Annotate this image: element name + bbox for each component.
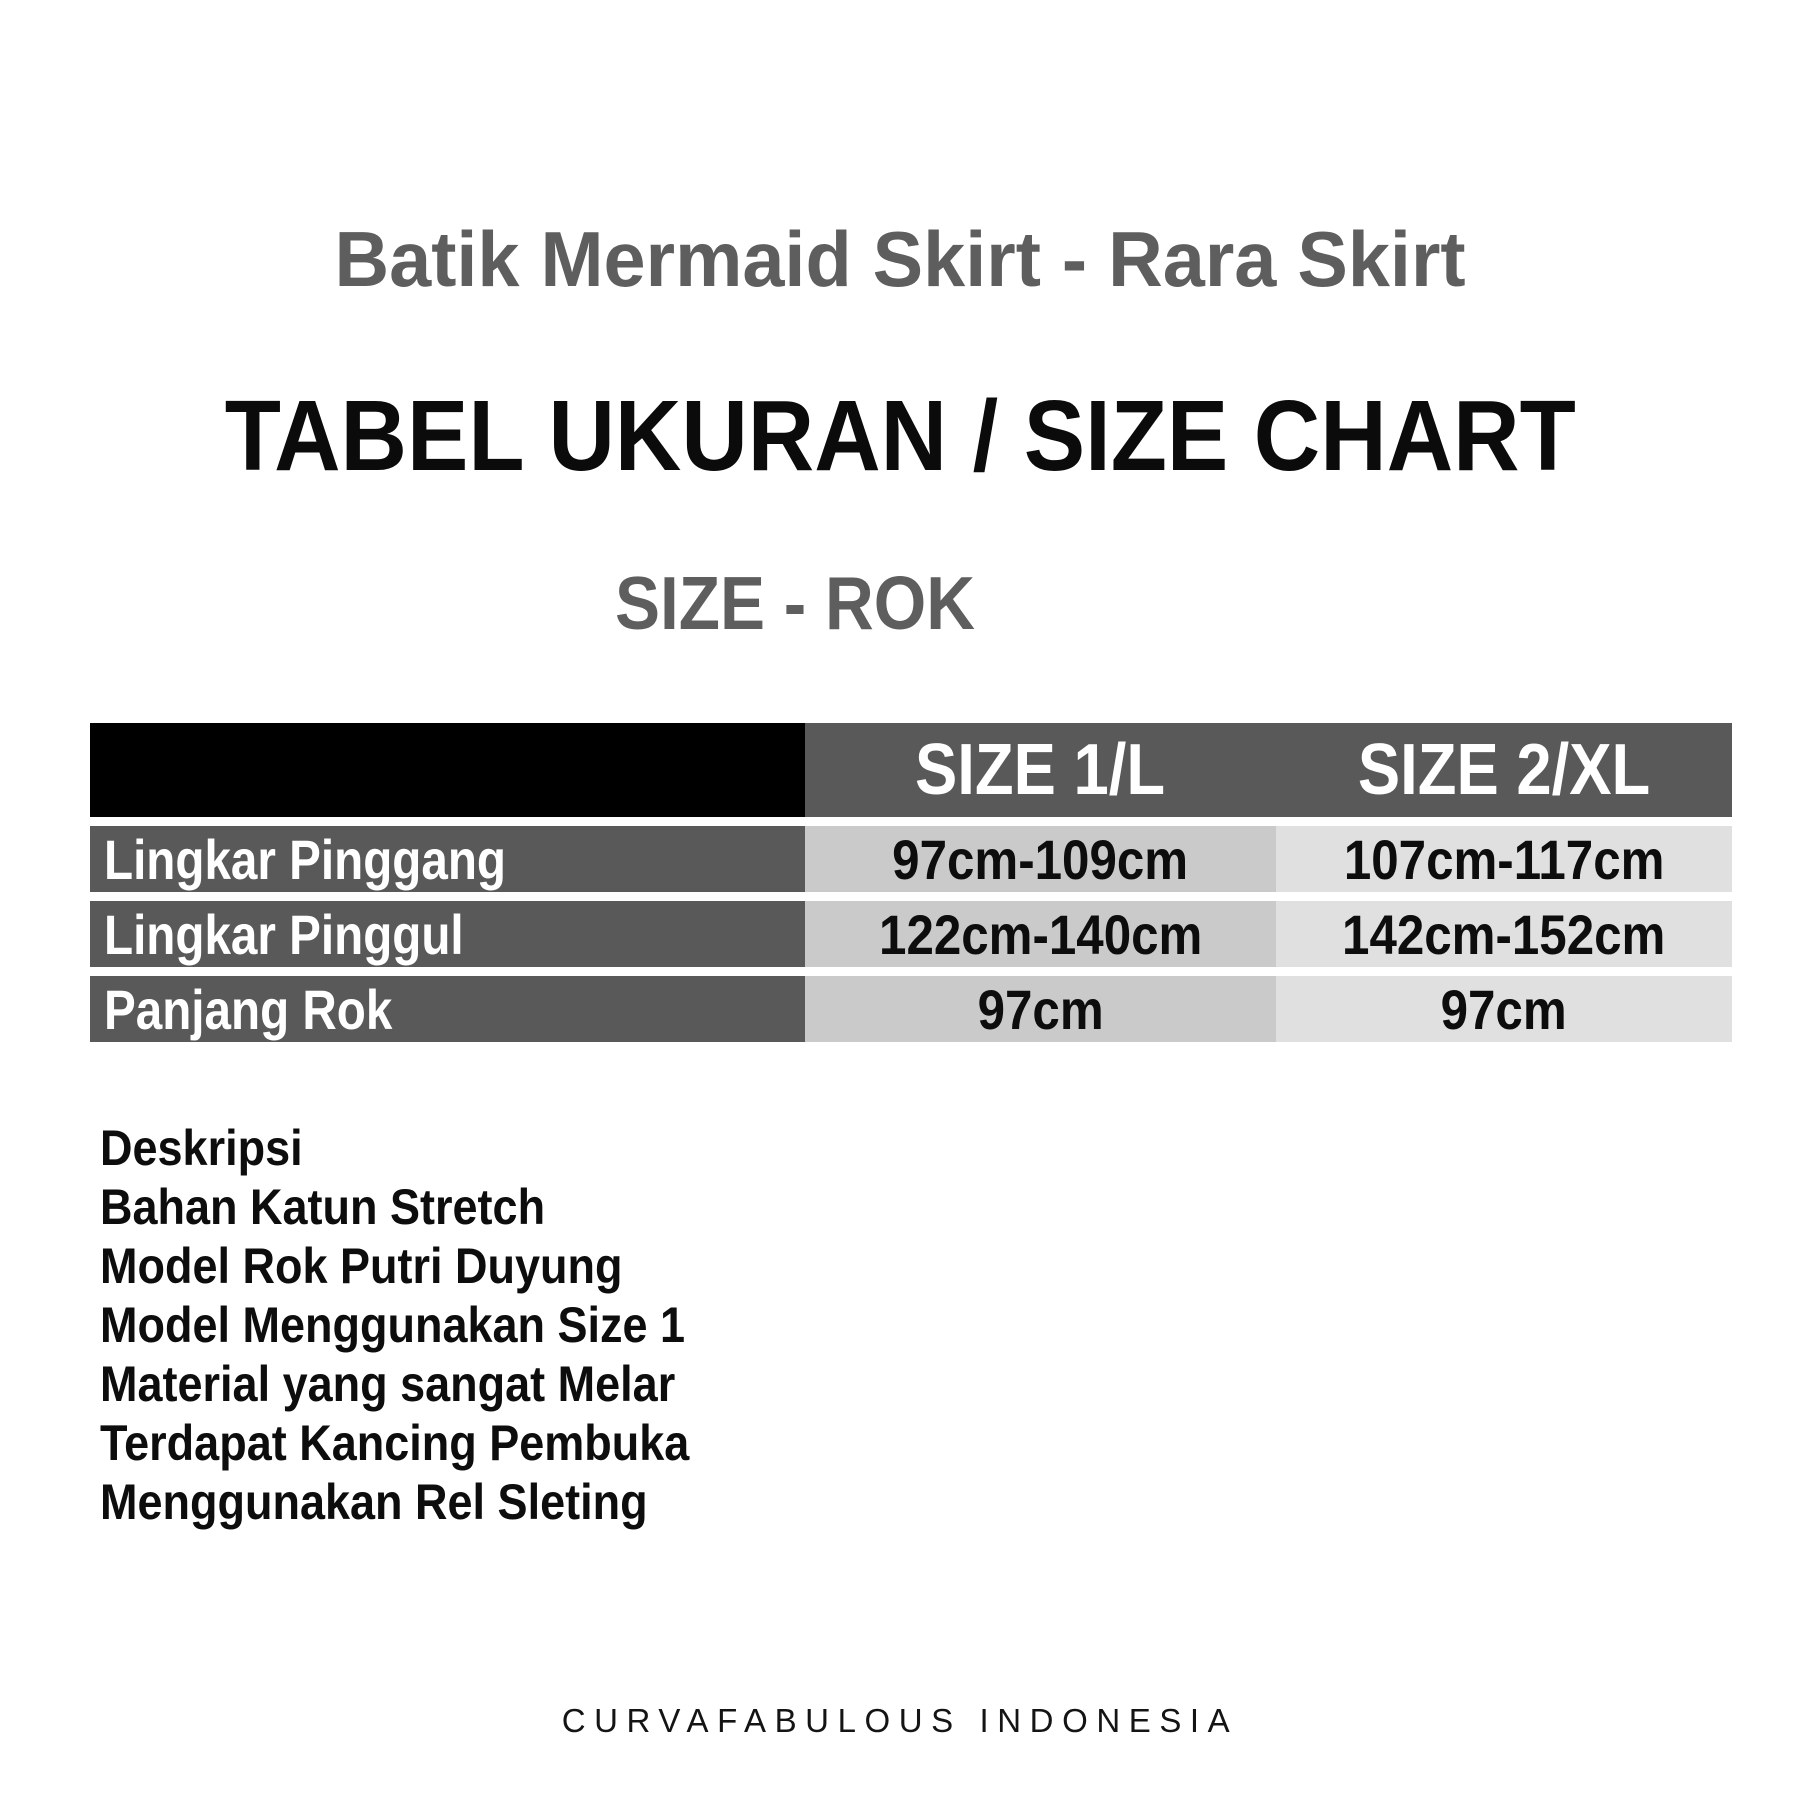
- row-size1-value: 97cm: [977, 977, 1104, 1041]
- row-size1-value: 122cm-140cm: [878, 902, 1203, 966]
- row-size1-cell: [805, 826, 1276, 892]
- row-size1-value: 97cm-109cm: [892, 827, 1189, 891]
- header-blank-cell: [90, 723, 805, 817]
- size-chart-heading-text: TABEL UKURAN / SIZE CHART: [224, 380, 1576, 492]
- table-row-lingkar-pinggang: [90, 826, 1732, 892]
- row-label: Lingkar Pinggul: [104, 902, 464, 966]
- size-chart-heading: [0, 380, 1800, 492]
- row-size2-value: 107cm-117cm: [1343, 827, 1665, 891]
- row-label: Lingkar Pinggang: [104, 827, 506, 891]
- product-title: [0, 215, 1800, 303]
- description-line: Model Menggunakan Size 1: [100, 1296, 686, 1353]
- row-size2-value: 142cm-152cm: [1342, 902, 1666, 966]
- description-title: Deskripsi: [100, 1119, 303, 1176]
- table-row-lingkar-pinggul: [90, 901, 1732, 967]
- row-size1-cell: [805, 976, 1276, 1042]
- description-block: [100, 1118, 755, 1531]
- size-table: [90, 723, 1732, 1042]
- product-title-text: Batik Mermaid Skirt - Rara Skirt: [334, 215, 1466, 303]
- row-size2-cell: [1276, 976, 1732, 1042]
- brand-footer-text: CURVAFABULOUS INDONESIA: [561, 1702, 1239, 1739]
- table-row-panjang-rok: [90, 976, 1732, 1042]
- size-category-subheading-text: SIZE - ROK: [614, 561, 975, 645]
- description-line: Menggunakan Rel Sleting: [100, 1473, 648, 1530]
- row-size2-cell: [1276, 826, 1732, 892]
- size-category-subheading: [0, 561, 1800, 645]
- description-line: Model Rok Putri Duyung: [100, 1237, 623, 1294]
- description-line: Material yang sangat Melar: [100, 1355, 676, 1412]
- table-header-row: [90, 723, 1732, 817]
- row-size2-cell: [1276, 901, 1732, 967]
- row-label-cell: [90, 901, 805, 967]
- header-size2-label: SIZE 2/XL: [1357, 730, 1651, 810]
- row-label-cell: [90, 826, 805, 892]
- row-label-cell: [90, 976, 805, 1042]
- header-size1-cell: [805, 723, 1276, 817]
- row-size2-value: 97cm: [1440, 977, 1568, 1041]
- row-label: Panjang Rok: [104, 977, 393, 1041]
- row-size1-cell: [805, 901, 1276, 967]
- header-size2-cell: [1276, 723, 1732, 817]
- header-size1-label: SIZE 1/L: [915, 730, 1166, 810]
- description-line: Terdapat Kancing Pembuka: [100, 1414, 690, 1471]
- brand-footer: [0, 1702, 1800, 1740]
- description-line: Bahan Katun Stretch: [100, 1178, 546, 1235]
